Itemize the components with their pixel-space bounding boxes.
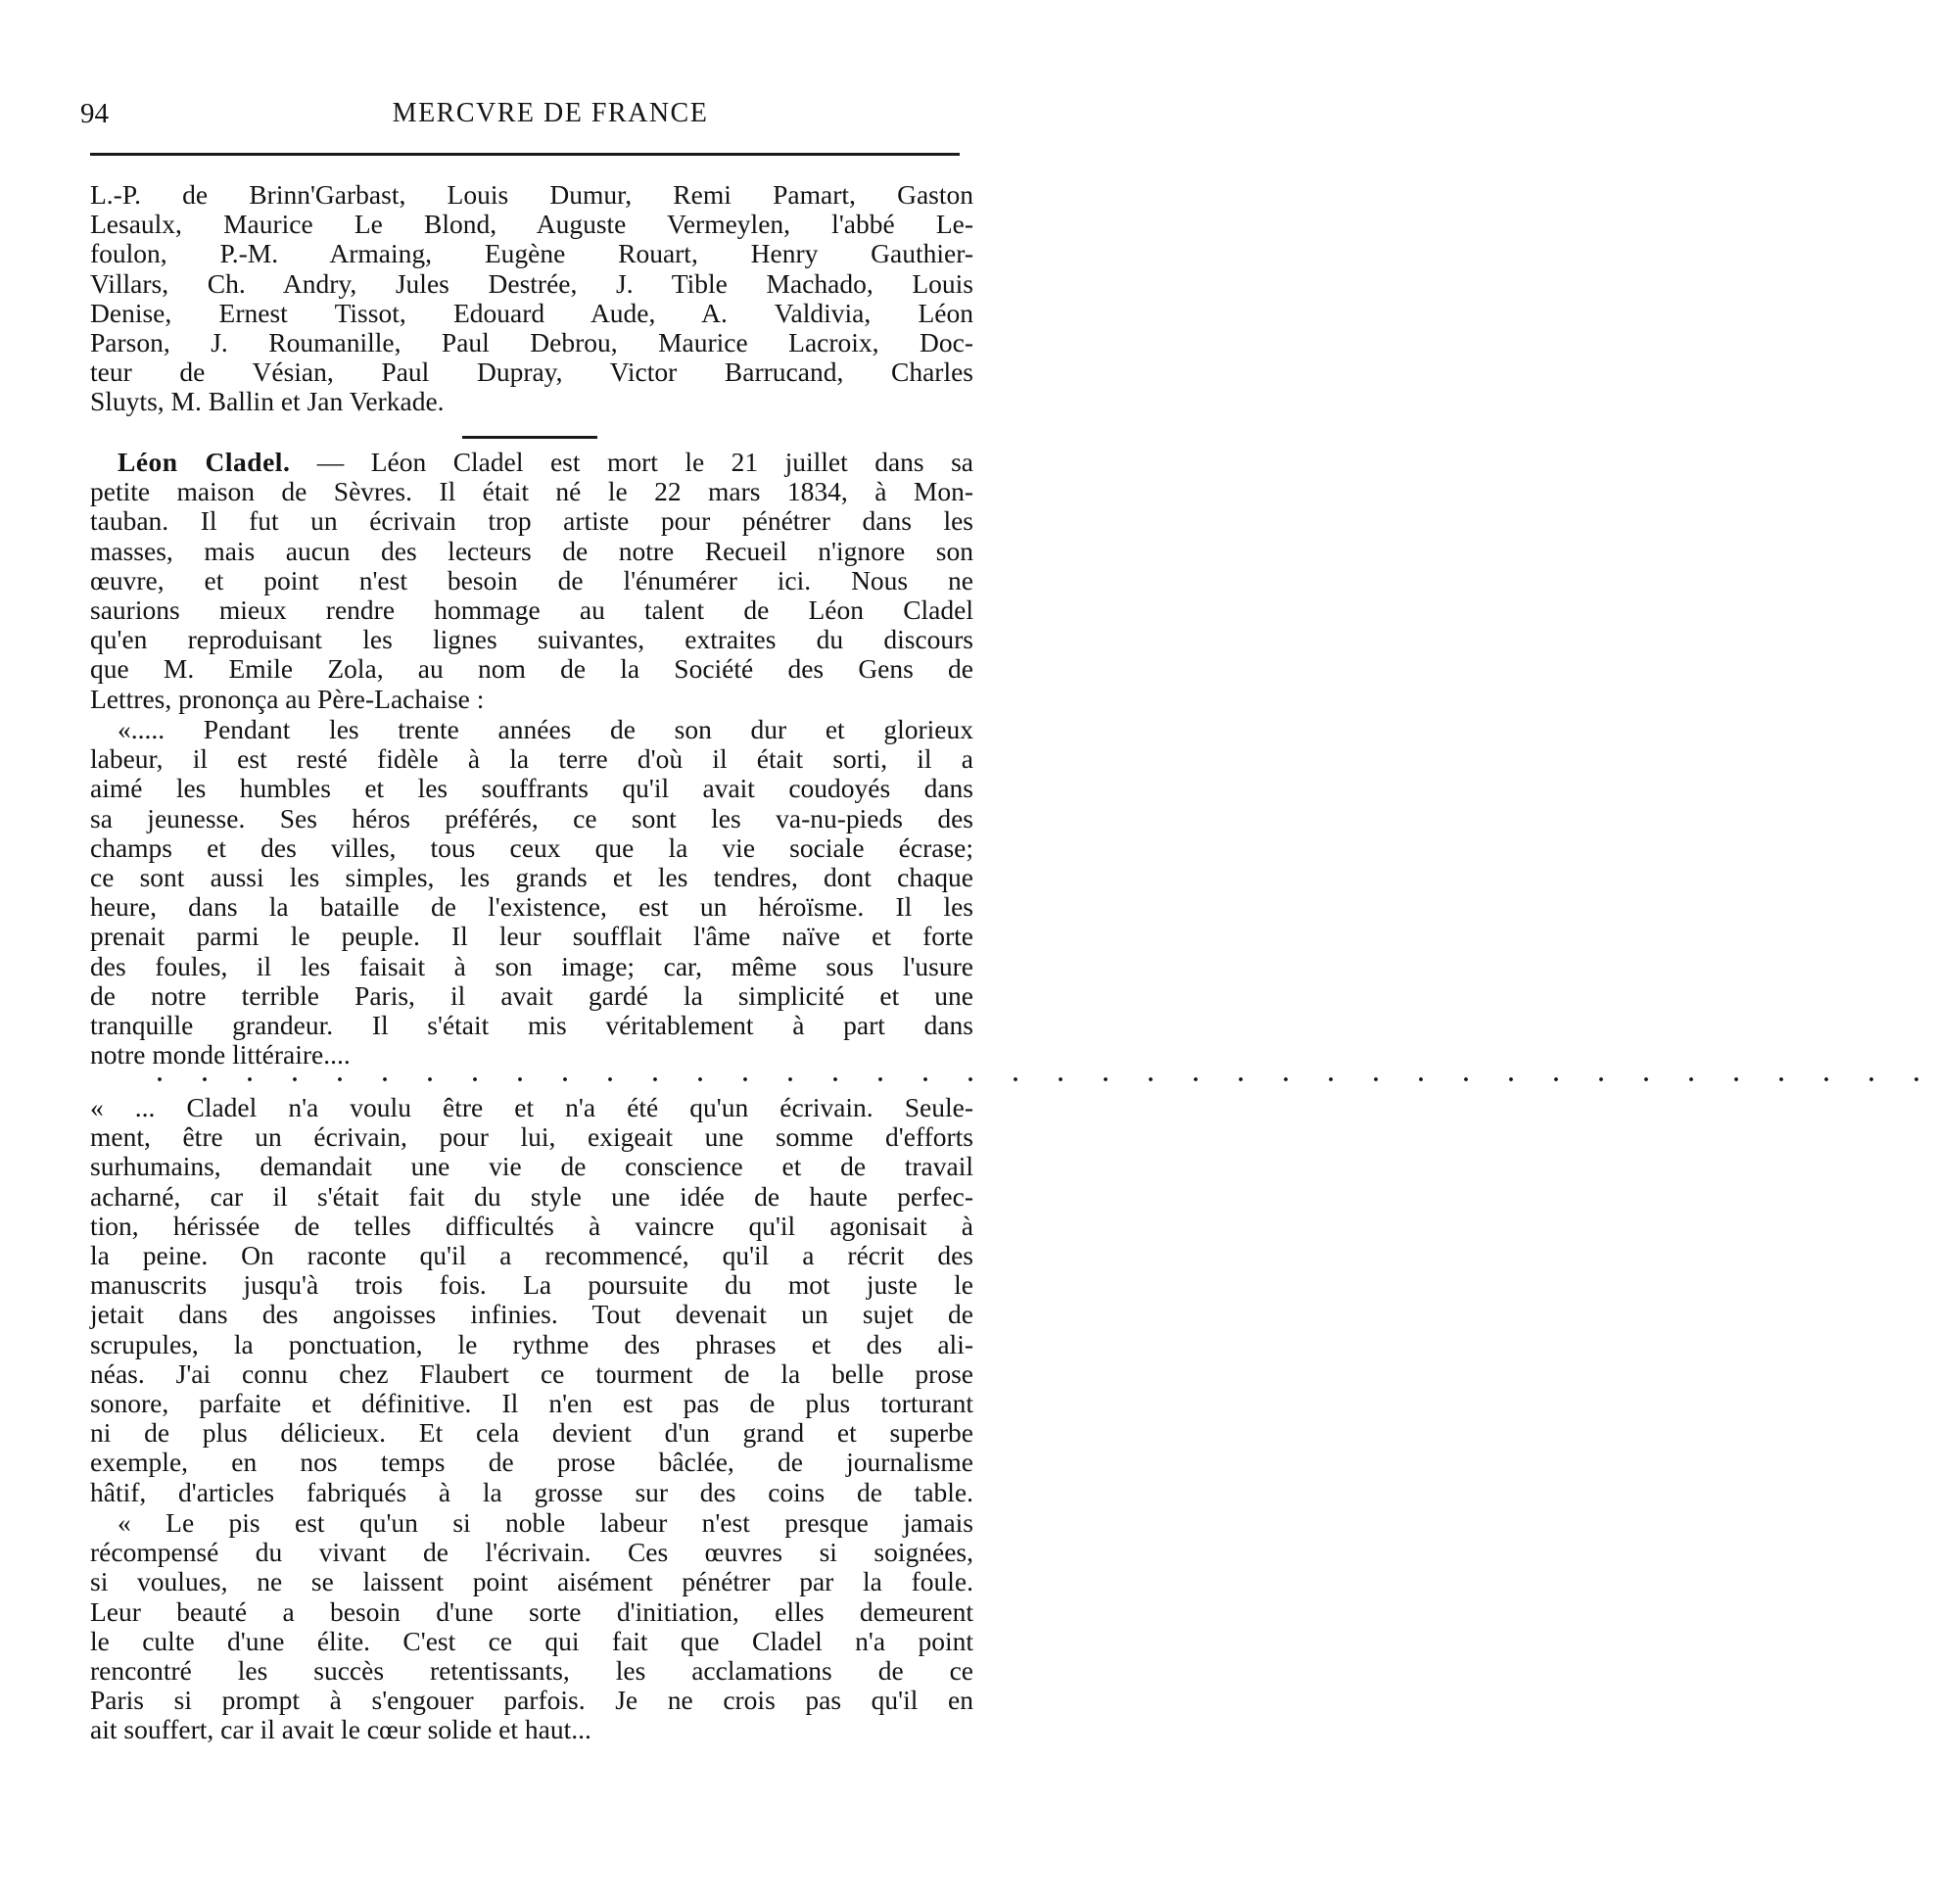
text-line: récompensé du vivant de l'écrivain. Ces œuvres si soignées,: [90, 1537, 973, 1568]
text-line: manuscrits jusqu'à trois fois. La poursuite du mot juste le: [90, 1269, 973, 1301]
text-line: labeur, il est resté fidèle à la terre d'où il était sorti, il a: [90, 743, 973, 775]
text-line: néas. J'ai connu chez Flaubert ce tourment de la belle prose: [90, 1357, 973, 1389]
text-line: notre monde littéraire....: [90, 1039, 351, 1071]
quote-paragraph-2: [90, 1093, 973, 1507]
text-line: ment, être un écrivain, pour lui, exigeait une somme d'efforts: [90, 1121, 973, 1153]
text-line: petite maison de Sèvres. Il était né le 22 mars 1834, à Mon-: [90, 476, 973, 507]
text-line: qu'en reproduisant les lignes suivantes, extraites du discours: [90, 624, 973, 655]
text-line: scrupules, la ponctuation, le rythme des phrases et des ali-: [90, 1328, 973, 1359]
obituary-heading: Léon Cladel.: [118, 447, 291, 477]
text-line: Lettres, prononça au Père-Lachaise :: [90, 683, 485, 714]
text-line: aimé les humbles et les souffrants qu'il avait coudoyés dans: [90, 773, 973, 804]
text-line: Villars, Ch. Andry, Jules Destrée, J. Tible Machado, Louis: [90, 267, 973, 299]
text-line: tauban. Il fut un écrivain trop artiste pour pénétrer dans les: [90, 505, 973, 537]
text-line: saurions mieux rendre hommage au talent de Léon Cladel: [90, 595, 973, 626]
text-line: ce sont aussi les simples, les grands et les tendres, dont chaque: [90, 862, 973, 893]
section-separator: [462, 436, 597, 439]
text-line: Parson, J. Roumanille, Paul Debrou, Maurice Lacroix, Doc-: [90, 327, 973, 358]
quote-paragraph-3: [90, 1508, 973, 1745]
quote-paragraph-1: [90, 715, 973, 1070]
obituary-paragraph: [90, 448, 973, 714]
text-line: ait souffert, car il avait le cœur solide et haut...: [90, 1714, 591, 1745]
text-line: le culte d'une élite. C'est ce qui fait que Cladel n'a point: [90, 1625, 973, 1656]
text-line: «..... Pendant les trente années de son dur et glorieux: [118, 714, 973, 744]
text-line: foulon, P.-M. Armaing, Eugène Rouart, Henry Gauthier-: [90, 238, 973, 269]
text-line: champs et des villes, tous ceux que la vie sociale écrase;: [90, 832, 973, 863]
text-line: prenait parmi le peuple. Il leur soufflait l'âme naïve et forte: [90, 921, 973, 952]
text-line: de notre terrible Paris, il avait gardé la simplicité et une: [90, 979, 973, 1011]
text-line: acharné, car il s'était fait du style une idée de haute perfec-: [90, 1180, 973, 1212]
running-title: MERCVRE DE FRANCE: [392, 98, 709, 128]
text-line: surhumains, demandait une vie de conscience et de travail: [90, 1151, 973, 1182]
text-line: « ... Cladel n'a voulu être et n'a été qu'un écrivain. Seule-: [90, 1092, 973, 1122]
obituary-first-line: [90, 448, 973, 477]
text-line: heure, dans la bataille de l'existence, est un héroïsme. Il les: [90, 891, 973, 923]
header-rule: [90, 153, 960, 156]
text-line: hâtif, d'articles fabriqués à la grosse sur des coins de table.: [90, 1476, 973, 1507]
text-line: œuvre, et point n'est besoin de l'énumérer ici. Nous ne: [90, 564, 973, 595]
text-line: que M. Emile Zola, au nom de la Société des Gens de: [90, 653, 973, 685]
text-line: Paris si prompt à s'engouer parfois. Je ne crois pas qu'il en: [90, 1685, 973, 1716]
text-line: Sluyts, M. Ballin et Jan Verkade.: [90, 386, 445, 417]
text-line: Denise, Ernest Tissot, Edouard Aude, A. Valdivia, Léon: [90, 297, 973, 328]
text-line: des foules, il les faisait à son image; car, même sous l'usure: [90, 950, 973, 981]
text-line: Lesaulx, Maurice Le Blond, Auguste Vermeylen, l'abbé Le-: [90, 209, 973, 240]
text-line: ni de plus délicieux. Et cela devient d'un grand et superbe: [90, 1417, 973, 1449]
text-line: teur de Vésian, Paul Dupray, Victor Barrucand, Charles: [90, 357, 973, 388]
text-line: Leur beauté a besoin d'une sorte d'initiation, elles demeurent: [90, 1595, 973, 1627]
text-line: si voulues, ne se laissent point aisément pénétrer par la foule.: [90, 1566, 973, 1597]
page-header: [80, 98, 962, 137]
ellipsis-row: . . . . . . . . . . . . . . . . . . . . . . . . . . . . . . . . . . . . . . . .: [157, 1062, 1936, 1087]
text-line: masses, mais aucun des lecteurs de notre Recueil n'ignore son: [90, 535, 973, 566]
text-line: jetait dans des angoisses infinies. Tout devenait un sujet de: [90, 1299, 973, 1330]
text-line: tranquille grandeur. Il s'était mis véritablement à part dans: [90, 1010, 973, 1041]
page-number: 94: [80, 98, 109, 129]
text-line: L.-P. de Brinn'Garbast, Louis Dumur, Remi Pamart, Gaston: [90, 179, 973, 210]
obituary-first-line-text: — Léon Cladel est mort le 21 juillet dans sa: [290, 447, 973, 477]
names-paragraph: [90, 180, 973, 417]
text-line: sa jeunesse. Ses héros préférés, ce sont les va-nu-pieds des: [90, 802, 973, 833]
text-line: sonore, parfaite et définitive. Il n'en est pas de plus torturant: [90, 1388, 973, 1419]
text-line: la peine. On raconte qu'il a recommencé, qu'il a récrit des: [90, 1240, 973, 1271]
text-line: rencontré les succès retentissants, les acclamations de ce: [90, 1655, 973, 1687]
text-line: exemple, en nos temps de prose bâclée, de journalisme: [90, 1447, 973, 1478]
text-line: « Le pis est qu'un si noble labeur n'est presque jamais: [118, 1507, 973, 1538]
text-line: tion, hérissée de telles difficultés à vaincre qu'il agonisait à: [90, 1210, 973, 1241]
